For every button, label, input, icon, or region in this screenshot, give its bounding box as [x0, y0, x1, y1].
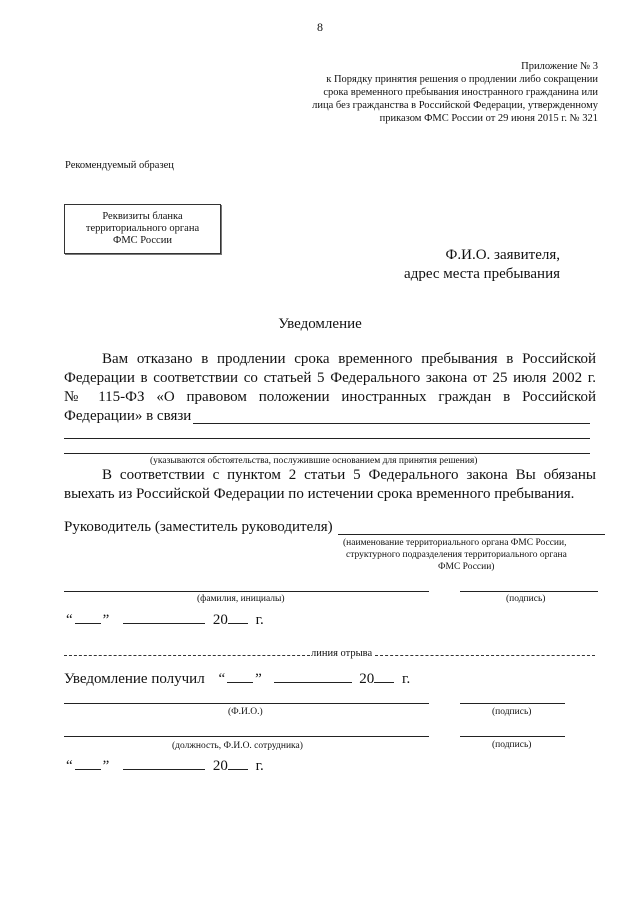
- appendix-line-4: лица без гражданства в Российской Федерации, утвержденному: [312, 100, 598, 111]
- appendix-line-5: приказом ФМС России от 29 июня 2015 г. № 321: [379, 113, 598, 124]
- paragraph1-line-2: Федерации в соответствии со статьей 5 Федерального закона от 25 июля 2002 г.: [64, 370, 596, 386]
- month-blank-2[interactable]: [123, 755, 205, 770]
- date-close-quote: ”: [102, 612, 110, 628]
- year-suffix-2: г.: [255, 758, 264, 774]
- paragraph1-line-3: № 115-ФЗ «О правовом положении иностранных граждан в Российской: [64, 389, 596, 405]
- departure-paragraph: [64, 466, 596, 504]
- employee-position-caption: (должность, Ф.И.О. сотрудника): [172, 741, 303, 751]
- date2-open-quote: “: [66, 758, 73, 774]
- cut-line-right: [375, 655, 595, 656]
- receipt-day-blank[interactable]: [227, 668, 253, 683]
- paragraph2-line-1: В соответствии с пунктом 2 статьи 5 Федерального закона Вы обязаны: [102, 467, 596, 483]
- receipt-signature-blank-2[interactable]: [460, 736, 565, 737]
- receipt-label: Уведомление получил: [64, 671, 205, 687]
- receipt-signature-blank-1[interactable]: [460, 703, 565, 704]
- paragraph1-line-4: Федерации» в связи: [64, 408, 192, 424]
- year-prefix-1: 20: [212, 612, 228, 628]
- year-blank-1[interactable]: [228, 609, 248, 624]
- stamp-line-3: ФМС России: [113, 235, 172, 246]
- date-field-2: [66, 755, 264, 775]
- agency-caption-line-3: ФМС России): [438, 562, 495, 572]
- document-title: Уведомление: [278, 316, 362, 332]
- paragraph2-line-2: выехать из Российской Федерации по истечении срока временного пребывания.: [64, 486, 575, 502]
- appendix-line-3: срока временного пребывания иностранного гражданина или: [323, 87, 598, 98]
- appendix-line-1: Приложение № 3: [521, 61, 598, 72]
- receipt-row: [64, 668, 410, 688]
- receipt-year-blank[interactable]: [374, 668, 394, 683]
- applicant-name: Ф.И.О. заявителя,: [445, 247, 560, 263]
- agency-caption-line-2: структурного подразделения территориального органа: [346, 550, 567, 560]
- applicant-address: адрес места пребывания: [404, 266, 560, 282]
- date-open-quote: “: [66, 612, 73, 628]
- stamp-line-1: Реквизиты бланка: [102, 211, 183, 222]
- refusal-paragraph: [64, 350, 596, 426]
- receipt-year-prefix: 20: [359, 671, 375, 687]
- recommended-sample-label: Рекомендуемый образец: [65, 160, 174, 171]
- date-field-1: [66, 609, 264, 629]
- head-signature-caption: (подпись): [506, 594, 546, 604]
- receipt-month-blank[interactable]: [274, 668, 352, 683]
- year-prefix-2: 20: [212, 758, 228, 774]
- receipt-fio-blank[interactable]: [64, 703, 429, 704]
- cut-line-left: [64, 655, 310, 656]
- month-blank-1[interactable]: [123, 609, 205, 624]
- year-blank-2[interactable]: [228, 755, 248, 770]
- receipt-signature-caption-1: (подпись): [492, 707, 532, 717]
- appendix-line-2: к Порядку принятия решения о продлении либо сокращении: [326, 74, 598, 85]
- receipt-open-quote: “: [218, 671, 226, 687]
- reason-blank-line-3[interactable]: [64, 453, 590, 454]
- applicant-block: [404, 246, 560, 284]
- head-name-caption: (фамилия, инициалы): [197, 594, 285, 604]
- receipt-fio-caption: (Ф.И.О.): [228, 707, 263, 717]
- appendix-header: [312, 60, 598, 125]
- day-blank-2[interactable]: [75, 755, 101, 770]
- receipt-year-suffix: г.: [402, 671, 411, 687]
- reason-blank-line-1[interactable]: [193, 423, 590, 424]
- employee-position-blank[interactable]: [64, 736, 429, 737]
- day-blank-1[interactable]: [75, 609, 101, 624]
- paragraph1-line-1: Вам отказано в продлении срока временного пребывания в Российской: [102, 351, 596, 367]
- agency-caption-line-1: (наименование территориального органа ФМС России,: [343, 538, 567, 548]
- letterhead-requisites-box: [64, 204, 221, 254]
- year-suffix-1: г.: [255, 612, 264, 628]
- date2-close-quote: ”: [102, 758, 110, 774]
- reason-caption: (указываются обстоятельства, послужившие основанием для принятия решения): [150, 456, 478, 466]
- head-name-blank[interactable]: [64, 591, 429, 592]
- stamp-line-2: территориального органа: [85, 223, 200, 234]
- head-signature-blank[interactable]: [460, 591, 598, 592]
- reason-blank-line-2[interactable]: [64, 438, 590, 439]
- head-label: Руководитель (заместитель руководителя): [64, 519, 333, 535]
- receipt-signature-caption-2: (подпись): [492, 740, 532, 750]
- cut-line-label: линия отрыва: [311, 648, 373, 659]
- receipt-close-quote: ”: [255, 671, 262, 687]
- agency-name-blank[interactable]: [338, 534, 605, 535]
- page-number: 8: [317, 20, 323, 34]
